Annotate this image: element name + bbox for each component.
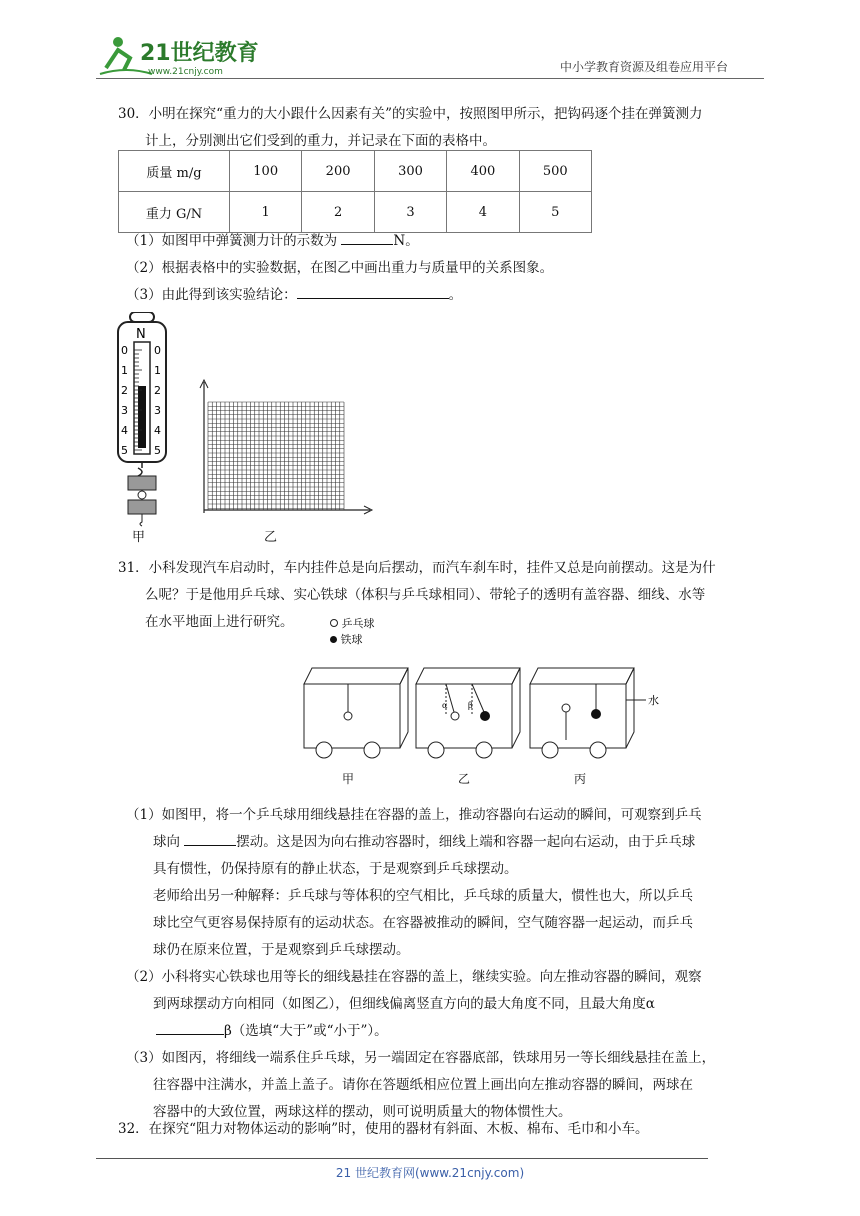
q30-sub3: （3）由此得到该实验结论： 。 [126,282,766,309]
q32-stem: 32．在探究“阻力对物体运动的影响”时，使用的器材有斜面、木板、棉布、毛巾和小车。 [118,1121,649,1137]
q30-subquestions [126,228,766,309]
svg-text:β: β [468,701,473,710]
fig-jia-label: 甲 [132,530,146,545]
q31-p2-line3: β（选填“大于”或“小于”）。 [126,1018,776,1045]
q31-line1: 31．小科发现汽车启动时，车内挂件总是向后摆动，而汽车刹车时，挂件又总是向前摆动。这是为什 [118,560,716,576]
q31-p3-line1: （3）如图丙，将细线一端系住乒乓球，另一端固定在容器底部，铁球用另一等长细线悬挂在盖上， [126,1050,716,1066]
spring-scale-figure [110,312,174,530]
container-jia [304,668,408,758]
table-cell: 3 [374,192,446,233]
footer-divider [96,1158,708,1159]
scale-tick-label: 4 [121,424,128,437]
table-cell: 2 [302,192,374,233]
scale-tick-label: 5 [121,444,128,457]
q31-p1-line3: 具有惯性，仍保持原有的静止状态，于是观察到乒乓球摆动。 [153,861,518,877]
table-cell: 400 [447,151,519,192]
table-cell: 1 [230,192,302,233]
containers-figure [296,664,672,764]
fig-label-jia: 甲 [342,772,355,786]
q31-stem [118,555,778,636]
table-header-cell: 质量 m/g [119,151,230,192]
legend-iron: 铁球 [330,632,375,648]
header-divider [96,78,764,79]
answer-blank[interactable] [297,284,449,299]
q31-p1-line4: 老师给出另一种解释：乒乓球与等体积的空气相比，乒乓球的质量大，惯性也大，所以乒乓 [153,888,693,904]
table-row [119,192,592,233]
q31-p2-line1: （2）小科将实心铁球也用等长的细线悬挂在容器的盖上，继续实验。向左推动容器的瞬间，观察 [126,969,702,985]
scale-tick-label: 1 [154,364,161,377]
q30-line2: 计上，分别测出它们受到的重力，并记录在下面的表格中。 [145,133,496,149]
q31-subquestions [126,802,776,1126]
answer-blank[interactable] [341,230,393,245]
container-yi [416,668,520,758]
table-cell: 200 [302,151,374,192]
fig-yi-label: 乙 [264,530,278,545]
q31-p1-line5: 球比空气更容易保持原有的运动状态。在容器被推动的瞬间，空气随容器一起运动，而乒乓 [153,915,693,931]
table-header-cell: 重力 G/N [119,192,230,233]
scale-tick-label: 2 [121,384,128,397]
svg-text:N: N [136,327,146,342]
q30-sub1: （1）如图甲中弹簧测力计的示数为 N。 [126,228,766,255]
scale-tick-label: 2 [154,384,161,397]
container-bing [530,668,659,758]
scale-tick-label: 5 [154,444,161,457]
q31-p1-line6: 球仍在原来位置，于是观察到乒乓球摆动。 [153,942,410,958]
scale-tick-label: 3 [121,404,128,417]
table-cell: 100 [230,151,302,192]
answer-blank[interactable] [156,1020,224,1035]
table-cell: 500 [519,151,591,192]
q31-p2-line2: 到两球摆动方向相同（如图乙），但细线偏离竖直方向的最大角度不同，且最大角度α [153,996,655,1012]
table-cell: 5 [519,192,591,233]
footer-text: 21 世纪教育网(www.21cnjy.com) [335,1166,525,1180]
scale-tick-label: 0 [154,344,161,357]
graph-grid-figure [194,378,374,518]
fig-label-bing: 丙 [574,772,587,786]
scale-tick-label: 1 [121,364,128,377]
table-cell: 4 [447,192,519,233]
header-platform-text: 中小学教育资源及组卷应用平台 [560,60,729,74]
q31-p1-line2: 球向 摆动。这是因为向右推动容器时，细线上端和容器一起向右运动，由于乒乓球 [126,829,776,856]
svg-text:21世纪教育: 21世纪教育 [140,41,259,66]
q31-p3-line3: 容器中的大致位置，两球这样的摆动，则可说明质量大的物体惯性大。 [153,1104,572,1120]
svg-text:水: 水 [648,694,659,707]
q31-line2: 么呢？于是他用乒乓球、实心铁球（体积与乒乓球相同）、带轮子的透明有盖容器、细线、水等 [145,587,706,603]
q31-p1-line1: （1）如图甲，将一个乒乓球用细线悬挂在容器的盖上，推动容器向右运动的瞬间，可观察到乒乓 [126,807,702,823]
scale-tick-label: 4 [154,424,161,437]
legend-pingpong: 乒乓球 [330,616,375,632]
q30-data-table [118,150,592,233]
fig-label-yi: 乙 [458,772,471,786]
table-cell: 300 [374,151,446,192]
scale-tick-label: 0 [121,344,128,357]
q31-legend [330,616,375,648]
svg-text:www.21cnjy.com: www.21cnjy.com [148,67,223,77]
scale-tick-label: 3 [154,404,161,417]
q30-stem [118,101,778,155]
site-logo [96,30,266,80]
svg-text:α: α [442,701,448,710]
q30-sub2: （2）根据表格中的实验数据，在图乙中画出重力与质量甲的关系图象。 [126,260,554,276]
q31-p3-line2: 往容器中注满水，并盖上盖子。请你在答题纸相应位置上画出向左推动容器的瞬间，两球在 [153,1077,693,1093]
answer-blank[interactable] [184,831,236,846]
q31-line3: 在水平地面上进行研究。 [145,614,294,630]
q30-line1: 30．小明在探究“重力的大小跟什么因素有关”的实验中，按照图甲所示，把钩码逐个挂在弹簧测力 [118,106,703,122]
table-row [119,151,592,192]
